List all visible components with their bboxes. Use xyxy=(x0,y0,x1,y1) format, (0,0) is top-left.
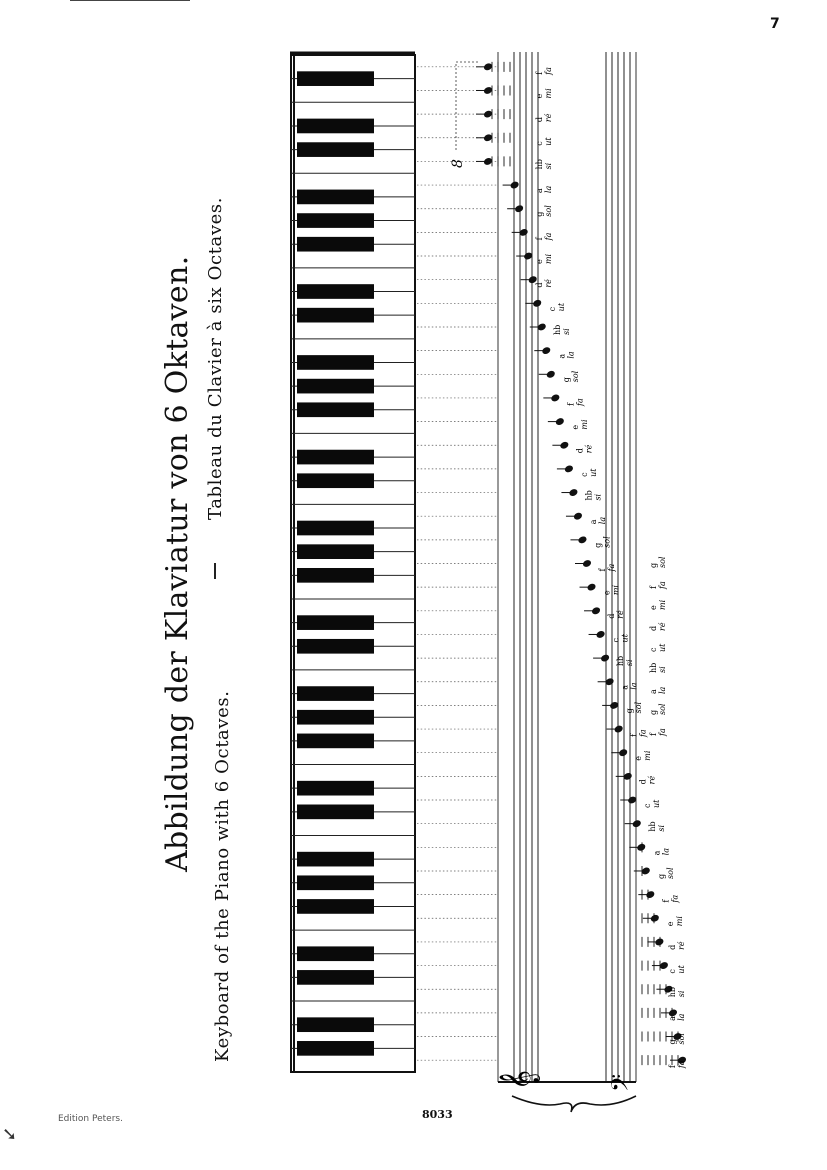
letter-name: a xyxy=(588,519,598,525)
note-label xyxy=(648,821,666,831)
letter-name: c xyxy=(668,969,677,974)
solfege-name: sol xyxy=(658,556,667,568)
note-label xyxy=(566,398,584,407)
note-label xyxy=(666,916,684,927)
black-key xyxy=(297,71,374,86)
letter-name: e xyxy=(634,755,644,761)
letter-name: f xyxy=(629,734,639,738)
letter-name: c xyxy=(579,472,589,477)
solfege-name: la xyxy=(597,516,607,525)
solfege-name: sol xyxy=(544,205,553,217)
letter-name: d xyxy=(649,625,658,631)
solfege-name: ut xyxy=(658,643,667,652)
letter-name: f xyxy=(649,586,658,589)
keyboard-frame xyxy=(291,55,415,1072)
note-label xyxy=(612,633,630,642)
letter-name: e xyxy=(535,93,544,99)
letter-name: a xyxy=(620,684,630,690)
black-key xyxy=(297,805,374,820)
letter-name: e xyxy=(570,424,580,430)
note-label xyxy=(580,468,598,477)
note-label xyxy=(607,610,625,619)
note-name-labels xyxy=(535,67,686,1069)
black-key xyxy=(297,639,374,654)
note-label xyxy=(661,895,679,904)
note-label xyxy=(625,701,643,713)
letter-name: hb xyxy=(647,821,657,832)
black-key xyxy=(297,1017,374,1032)
solfege-name: la xyxy=(566,351,576,359)
black-key xyxy=(297,402,374,417)
overlap-note-label xyxy=(649,581,667,590)
black-key xyxy=(297,544,374,559)
black-key xyxy=(297,190,374,205)
letter-name: e xyxy=(665,921,675,927)
ottava-bracket xyxy=(456,62,480,150)
letter-name: d xyxy=(535,117,544,123)
solfege-name: ré xyxy=(616,610,626,619)
note-label xyxy=(553,325,571,335)
overlap-note-label xyxy=(649,556,667,568)
note-label xyxy=(668,987,686,997)
black-key xyxy=(297,521,374,536)
solfege-name: fa xyxy=(607,563,616,572)
page-number: 7 xyxy=(770,16,780,32)
black-key xyxy=(297,615,374,630)
note-label xyxy=(616,656,634,666)
solfege-name: si xyxy=(593,493,603,501)
letter-name: d xyxy=(575,448,585,454)
letter-name: g xyxy=(668,1039,677,1045)
black-key xyxy=(297,568,374,583)
solfege-name: fa xyxy=(658,581,667,589)
solfege-name: ré xyxy=(677,941,686,950)
solfege-name: mi xyxy=(643,750,653,761)
subtitle-french: Tableau du Clavier à six Octaves. xyxy=(205,196,226,520)
solfege-name: sol xyxy=(658,703,667,715)
solfege-name: ut xyxy=(620,634,630,643)
letter-name: g xyxy=(535,211,544,217)
letter-name: f xyxy=(661,899,671,903)
solfege-name: si xyxy=(656,824,666,832)
letter-name: e xyxy=(535,259,544,265)
solfege-name: sol xyxy=(570,370,580,383)
note-label xyxy=(598,564,616,573)
overlap-note-label xyxy=(649,703,667,715)
letter-name: hb xyxy=(668,986,677,998)
note-label xyxy=(593,536,611,548)
letter-name: g xyxy=(625,708,635,714)
treble-clef-icon: 𝄞 xyxy=(499,1069,539,1090)
letter-name: a xyxy=(535,188,544,194)
solfege-name: mi xyxy=(544,253,553,265)
solfege-name: fa xyxy=(575,398,585,406)
solfege-name: fa xyxy=(544,232,553,241)
solfege-name: si xyxy=(561,328,571,335)
letter-name: g xyxy=(561,377,571,383)
note-label xyxy=(643,799,661,808)
note-label xyxy=(634,750,652,761)
note-label xyxy=(571,419,589,430)
letter-name: e xyxy=(649,605,658,610)
letter-name: c xyxy=(611,637,621,643)
solfege-name: sol xyxy=(602,536,612,548)
page-title: Abbildung der Klaviatur von 6 Oktaven. xyxy=(160,255,195,872)
letter-name: g xyxy=(656,873,666,879)
note-label xyxy=(668,1060,686,1069)
letter-name: f xyxy=(535,71,544,75)
solfege-name: fa xyxy=(544,67,553,75)
note-label xyxy=(639,776,657,785)
solfege-name: ut xyxy=(557,302,567,312)
solfege-name: si xyxy=(625,659,635,667)
black-key xyxy=(297,1041,374,1056)
solfege-name: ut xyxy=(677,965,686,974)
note-label xyxy=(535,159,553,169)
letter-name: g xyxy=(649,562,658,568)
black-key xyxy=(297,237,374,252)
letter-name: a xyxy=(652,850,662,856)
note-label xyxy=(652,848,670,856)
letter-name: hb xyxy=(535,159,544,170)
solfege-name: la xyxy=(661,847,671,856)
black-key xyxy=(297,875,374,890)
letter-name: d xyxy=(535,282,544,288)
solfege-name: sol xyxy=(677,1033,686,1045)
black-key xyxy=(297,852,374,867)
note-label xyxy=(603,585,621,596)
letter-name: hb xyxy=(649,662,658,673)
plate-number: 8033 xyxy=(422,1108,453,1121)
black-key xyxy=(297,970,374,985)
ottava-mark: 8 xyxy=(450,159,466,168)
letter-name: f xyxy=(566,402,576,406)
solfege-name: mi xyxy=(579,419,589,430)
solfege-name: ut xyxy=(544,137,553,146)
overlap-note-label xyxy=(649,643,667,652)
letter-name: d xyxy=(607,613,617,619)
note-label xyxy=(575,444,593,453)
system-brace xyxy=(512,1096,636,1112)
overlap-note-label xyxy=(649,663,667,673)
black-key xyxy=(297,142,374,157)
note-label xyxy=(584,490,602,500)
solfege-name: fa xyxy=(658,728,667,736)
letter-name: g xyxy=(593,542,603,548)
solfege-name: si xyxy=(658,666,667,673)
solfege-name: si xyxy=(677,990,686,998)
letter-name: a xyxy=(668,1016,677,1021)
letter-name: g xyxy=(649,709,658,715)
black-key xyxy=(297,781,374,796)
solfege-name: si xyxy=(544,162,553,170)
black-key xyxy=(297,284,374,299)
solfege-name: la xyxy=(544,185,553,194)
piano-keyboard xyxy=(290,53,498,1072)
note-label xyxy=(668,941,686,950)
black-key xyxy=(297,213,374,228)
solfege-name: mi xyxy=(658,599,667,610)
solfege-name: mi xyxy=(674,916,684,927)
black-key xyxy=(297,710,374,725)
letter-name: hb xyxy=(584,490,594,501)
letter-name: f xyxy=(668,1065,677,1069)
black-key xyxy=(297,899,374,914)
letter-name: f xyxy=(649,733,658,736)
note-label xyxy=(630,729,648,738)
letter-name: c xyxy=(649,647,658,652)
note-label xyxy=(557,351,575,359)
black-key xyxy=(297,379,374,394)
letter-name: a xyxy=(649,689,658,694)
black-key xyxy=(297,686,374,701)
note-label xyxy=(562,370,580,382)
note-label xyxy=(589,517,607,525)
solfege-name: sol xyxy=(665,867,675,879)
solfege-name: ré xyxy=(584,444,594,454)
black-key xyxy=(297,119,374,134)
solfege-name: ut xyxy=(588,468,598,477)
overlap-note-label xyxy=(649,622,667,631)
bass-clef-icon: 𝄢 xyxy=(606,1073,639,1092)
edition-imprint: Edition Peters. xyxy=(58,1114,123,1124)
solfege-name: ré xyxy=(658,622,667,631)
solfege-name: ut xyxy=(652,799,662,809)
subtitle-english: Keyboard of the Piano with 6 Octaves. xyxy=(212,690,233,1062)
letter-name: e xyxy=(602,590,612,596)
letter-name: f xyxy=(535,237,544,241)
solfege-name: ré xyxy=(544,113,553,123)
letter-name: c xyxy=(548,306,558,312)
solfege-name: fa xyxy=(670,894,680,903)
overlap-note-label xyxy=(649,599,667,610)
letter-name: c xyxy=(643,803,653,809)
letter-name: d xyxy=(668,944,677,950)
overlap-note-label xyxy=(649,728,667,737)
letter-name: a xyxy=(557,353,567,359)
black-key xyxy=(297,450,374,465)
solfege-name: fa xyxy=(677,1060,686,1069)
solfege-name: mi xyxy=(611,584,621,596)
note-label xyxy=(668,964,686,973)
note-label xyxy=(657,867,675,879)
solfege-name: la xyxy=(677,1013,686,1021)
black-key xyxy=(297,308,374,323)
letter-name: hb xyxy=(552,324,562,335)
letter-name: hb xyxy=(616,655,626,667)
corner-arrow-mark: ➘ xyxy=(2,1124,18,1145)
black-key xyxy=(297,355,374,370)
note-label xyxy=(621,682,639,690)
letter-name: d xyxy=(638,779,648,785)
solfege-name: fa xyxy=(638,729,648,738)
letter-name: f xyxy=(598,568,607,572)
black-key xyxy=(297,734,374,749)
solfege-name: la xyxy=(658,686,667,694)
black-key xyxy=(297,946,374,961)
note-label xyxy=(668,1033,686,1045)
black-key xyxy=(297,473,374,488)
note-label xyxy=(548,302,566,311)
solfege-name: ré xyxy=(647,775,657,785)
overlap-note-label xyxy=(649,686,667,694)
letter-name: c xyxy=(535,141,544,146)
solfege-name: ré xyxy=(544,279,553,288)
solfege-name: mi xyxy=(544,88,553,99)
solfege-name: sol xyxy=(634,701,644,714)
solfege-name: la xyxy=(629,682,639,690)
